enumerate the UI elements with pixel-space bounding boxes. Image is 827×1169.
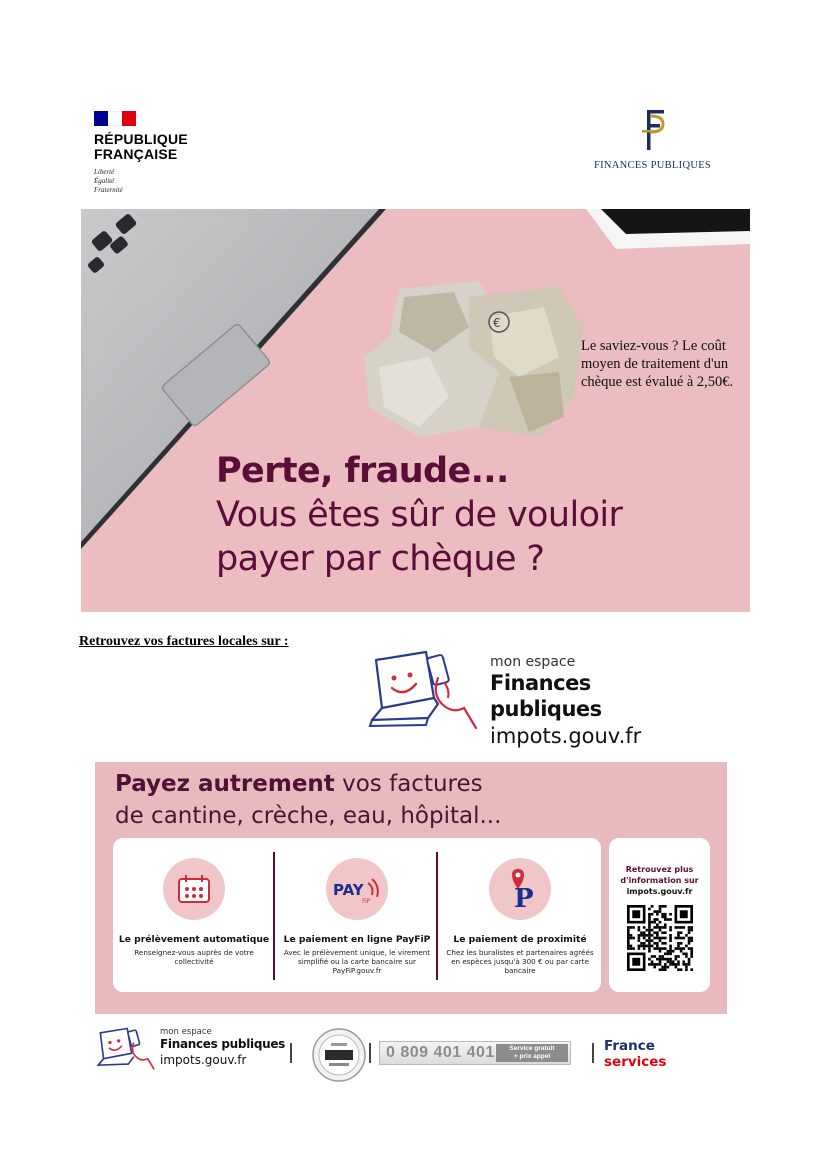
panel-title-rest: vos factures (334, 771, 483, 797)
marianne-flag-icon (94, 111, 136, 126)
calendar-icon-circle (163, 858, 225, 920)
phone-number[interactable]: 0 809 401 401 (386, 1044, 495, 1061)
qr-text (609, 864, 710, 897)
card-desc: Renseignez-vous auprès de votre collectivité (134, 948, 254, 966)
services-publics-seal-icon (311, 1027, 367, 1083)
calendar-icon (177, 874, 211, 904)
footer-divider (592, 1043, 594, 1063)
finances-publiques-mark-icon (638, 108, 668, 152)
payfip-icon-text: PAY (333, 881, 364, 899)
panel-title-line2: de cantine, crèche, eau, hôpital... (115, 803, 502, 829)
proximity-icon-text: P (514, 884, 534, 909)
hero-fact-text: Le saviez-vous ? Le coût moyen de traitement d'un chèque est évalué à 2,50€. (581, 338, 734, 390)
proximity-icon-circle (489, 858, 551, 920)
footer-divider (290, 1043, 292, 1063)
motto-fraternite: Fraternité (94, 186, 123, 194)
hero-title-line3: payer par chèque ? (216, 539, 545, 579)
footer-mon-espace-logo[interactable] (96, 1022, 286, 1078)
footer-mep-url[interactable]: impots.gouv.fr (160, 1053, 247, 1067)
phone-tag-line2: + prix appel (513, 1053, 551, 1060)
hero-title (216, 449, 736, 581)
card-title: Le paiement en ligne PayFiP (283, 934, 431, 945)
footer-mon-espace-text (160, 1027, 285, 1068)
card-divider (436, 852, 438, 980)
rf-name-line1: RÉPUBLIQUE (94, 131, 188, 147)
card-title: Le prélèvement automatique (118, 934, 270, 945)
mon-espace-finances-publiques-logo[interactable] (368, 648, 708, 748)
france-services-line1: France (604, 1038, 655, 1054)
qr-caption: Retrouvez plus d'information sur (620, 865, 699, 885)
proximity-icon (500, 869, 540, 909)
payfip-icon (332, 873, 382, 905)
card-proximite (439, 838, 601, 992)
france-services-line2: services (604, 1054, 667, 1070)
laptop-smiley-icon (368, 648, 483, 732)
hero-banner (81, 209, 750, 612)
france-services-logo (604, 1038, 666, 1070)
phone-number-banner[interactable] (379, 1041, 571, 1065)
card-payfip (276, 838, 438, 992)
mon-espace-url[interactable]: impots.gouv.fr (490, 724, 642, 748)
card-desc: Avec le prélèvement unique, le virement simplifié ou la carte bancaire sur PayFiP.gouv.fr (283, 948, 431, 975)
hero-title-line2: Vous êtes sûr de vouloir (216, 495, 623, 535)
retrouvez-label: Retrouvez vos factures locales sur : (79, 634, 289, 649)
motto-egalite: Égalité (94, 177, 115, 185)
card-prelevement (113, 838, 275, 992)
rf-name-line2: FRANÇAISE (94, 146, 178, 162)
republique-francaise-logo (94, 111, 204, 195)
qr-code-image[interactable] (627, 905, 693, 971)
qr-card[interactable] (609, 838, 710, 992)
finances-publiques-text: FINANCES PUBLIQUES (593, 160, 712, 171)
euro-symbol: € (493, 316, 501, 330)
phone-tag-line1: Service gratuit (509, 1045, 555, 1052)
motto-liberte: Liberté (94, 168, 115, 176)
card-divider (273, 852, 275, 980)
finances-publiques-logo (590, 108, 715, 171)
payfip-icon-circle (326, 858, 388, 920)
payment-options-cards (113, 838, 601, 992)
crumpled-banknotes-image (359, 277, 589, 447)
mon-espace-text (490, 654, 708, 750)
payfip-icon-sub: FiP (362, 898, 371, 905)
phone-tag (496, 1044, 568, 1062)
qr-url[interactable]: impots.gouv.fr (626, 887, 693, 896)
card-desc: Chez les buralistes et partenaires agréés en espèces jusqu'à 300 € ou par carte bancaire (446, 948, 594, 975)
footer-mep-big: Finances publiques (160, 1037, 286, 1051)
payez-autrement-panel (95, 762, 727, 1014)
footer-divider (369, 1043, 371, 1063)
footer-mep-small: mon espace (160, 1027, 212, 1037)
card-title: Le paiement de proximité (453, 934, 587, 945)
panel-title-bold: Payez autrement (115, 771, 335, 797)
panel-title (115, 768, 501, 832)
mon-espace-small: mon espace (490, 654, 576, 670)
footer-laptop-smiley-icon (96, 1024, 158, 1074)
rf-motto (94, 168, 204, 195)
hero-title-line1: Perte, fraude... (216, 451, 509, 491)
mon-espace-title: Finances publiques (490, 671, 602, 721)
